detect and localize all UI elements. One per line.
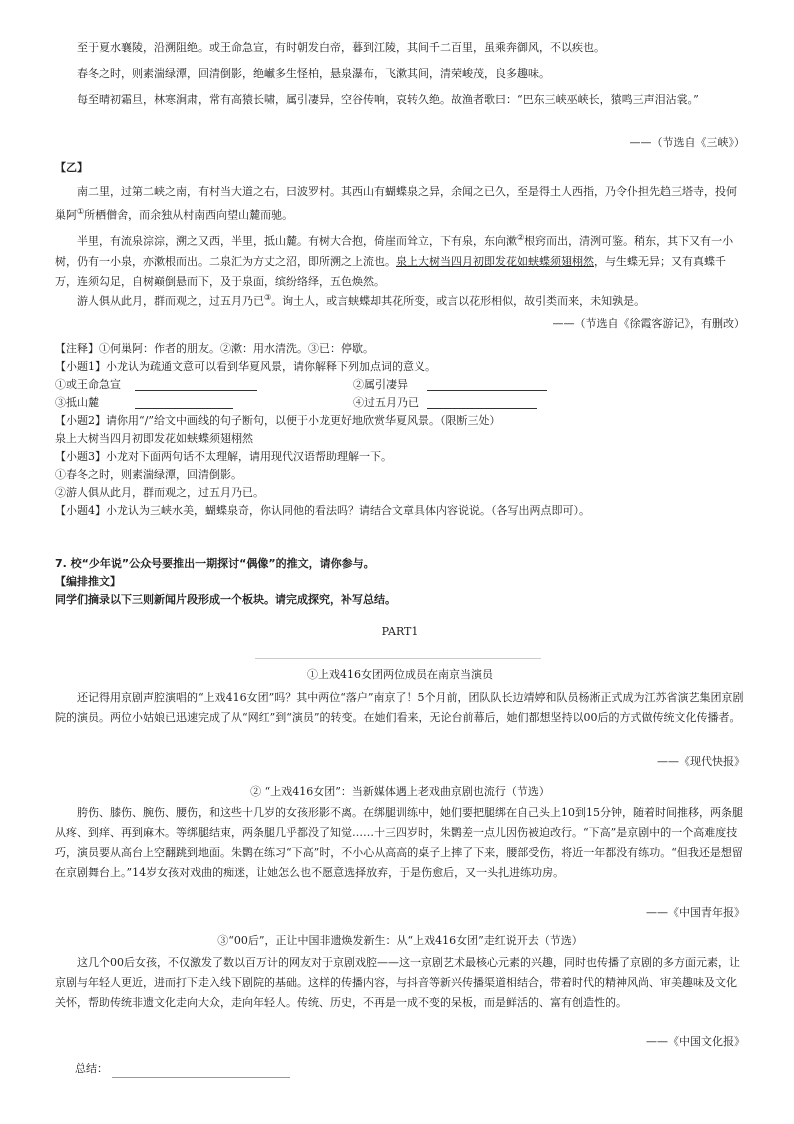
q1-answer-blank-3[interactable] (135, 396, 233, 409)
part-divider (255, 658, 541, 659)
q1-item-3: ③抵山麓 (55, 396, 99, 409)
q1-answer-blank-4[interactable] (427, 396, 537, 409)
news-2-body: 胯伤、膝伤、腕伤、腰伤，和这些十几岁的女孩形影不离。在绑腿训练中，她们要把腿绑在自己头上10到15分钟，随着时间推移，两条腿从疼、到痒、再到麻木。等绑腿结束，两条腿几乎都没了知觉……十三四岁时，朱鹮差一点儿因伤被迫改行。“下高”是京剧中的一个高难度技巧，演员要从高台上空翻跳到地面。朱鹮在练习“下高”时，不小心从高高的桌子上摔了下来，腰部受伤，将近一年都没有练功。“但我还是想留在京剧舞台上。”14岁女孩对戏曲的痴迷，让她怎么也不愿意选择放弃，于是伤愈后，又一头扎进练功房。 (55, 806, 743, 879)
news-2-title: ② “上戏416女团”：当新媒体遇上老戏曲京剧也流行（节选） (250, 785, 550, 798)
summary-label: 总结： (75, 1062, 108, 1075)
sanxia-paragraph-1: 至于夏水襄陵，沿溯阻绝。或王命急宣，有时朝发白帝，暮到江陵，其间千二百里，虽乘奔御风，不以疾也。 (77, 41, 605, 54)
question-3-sentence-2: ②游人俱从此月，群而观之，过五月乃已。 (55, 486, 264, 499)
yi-paragraph-3: 游人俱从此月，群而观之，过五月乃已③。询土人，或言蛱蝶却其花所变，或言以花形相似，故引类而来，未知孰是。 (77, 293, 646, 308)
section-7-title: 7. 校“少年说”公众号要推出一期探讨“偶像”的推文，请你参与。 (55, 557, 375, 570)
news-1-source: ——《现代快报》 (657, 755, 745, 768)
yi-source: ——（节选自《徐霞客游记》，有删改） (552, 317, 745, 330)
news-1-title: ①上戏416女团两位成员在南京当演员 (307, 668, 493, 681)
news-3-title: ③“00后”，正让中国非遗焕发新生：从“上戏416女团”走红说开去（节选） (217, 934, 583, 947)
news-1-body: 还记得用京剧声腔演唱的“上戏416女团”吗？其中两位“落户”南京了！5个月前，团队队长边靖婷和队员杨淅正式成为江苏省演艺集团京剧院的演员。两位小姑娘已迅速完成了从“网红”到“演员”的转变。在她们看来，无论台前幕后，她们都想坚持以00后的方式做传统文化传播者。 (55, 691, 744, 724)
question-4: 【小题4】小龙认为三峡水美，蝴蝶泉奇，你认同他的看法吗？请结合文章具体内容说说。（各写出两点即可）。 (55, 504, 590, 517)
news-3-body: 这几个00后女孩，不仅激发了数以百万计的网友对于京剧戏腔——这一京剧艺术最核心元素的兴趣，同时也传播了京剧的多方面元素，让京剧与年轻人更近，进而打下走入线下剧院的基础。这样的传播内容，与抖音等新兴传播渠道相结合，带着时代的精神风尚、审美趣味及文化关怀，帮助传统非遗文化走向大众，走向年轻人。传统、历史，不再是一成不变的呆板，而是鲜活的、富有创造性的。 (55, 956, 740, 1009)
q1-answer-blank-2[interactable] (427, 378, 547, 391)
summary-answer-blank[interactable] (112, 1065, 290, 1078)
yi-paragraph-2: 半里，有流泉淙淙，溯之又西，半里，抵山麓。有树大合抱，倚崖而耸立，下有泉，东向漱②根窍而出，清洌可鉴。稍东，其下又有一小树，仍有一小泉，亦漱根而出。二泉汇为方丈之沼，即所溯之上流也。泉上大树当四月初即发花如蛱蝶须翅栩然，与生蝶无异；又有真蝶千万，连须勾足，自树巅倒悬而下，及于泉面，缤纷络绎，五色焕然。 (55, 233, 734, 288)
section-7-subheading: 【编排推文】 (55, 575, 121, 588)
q1-item-1: ①或王命急宣 (55, 378, 121, 391)
summary-row (75, 1060, 290, 1078)
news-2-source: ——《中国青年报》 (646, 906, 745, 919)
sanxia-paragraph-2: 春冬之时，则素湍绿潭，回清倒影，绝𪩘多生怪柏，悬泉瀑布，飞漱其间，清荣峻茂，良多趣味。 (77, 67, 550, 80)
question-1: 【小题1】小龙认为疏通文意可以看到华夏风景，请你解释下列加点词的意义。 (55, 360, 436, 373)
passage-yi-heading: 【乙】 (55, 161, 88, 174)
question-2-sentence: 泉上大树当四月初即发花如蛱蝶须翅栩然 (55, 432, 253, 445)
q1-item-2: ②属引凄异 (353, 378, 408, 391)
q1-answer-blank-1[interactable] (135, 378, 257, 391)
question-2: 【小题2】请你用“/”给文中画线的句子断句，以便于小龙更好地欣赏华夏风景。（限断三处） (55, 414, 501, 427)
question-3: 【小题3】小龙对下面两句话不太理解，请用现代汉语帮助理解一下。 (55, 450, 392, 463)
notes: 【注释】①何巢阿：作者的朋友。②漱：用水清洗。③已：停歇。 (55, 342, 374, 355)
sanxia-source: ——（节选自《三峡》） (629, 136, 745, 149)
underlined-sentence: 泉上大树当四月初即发花如蛱蝶须翅栩然 (396, 254, 594, 268)
q1-item-4: ④过五月乃已 (353, 396, 419, 409)
question-3-sentence-1: ①春冬之时，则素湍绿潭，回清倒影。 (55, 468, 242, 481)
part-label: PART1 (381, 625, 419, 638)
news-3-source: ——《中国文化报》 (646, 1035, 745, 1048)
yi-paragraph-1: 南二里，过第二峡之南，有村当大道之右，曰波罗村。其西山有蝴蝶泉之异，余闻之已久，至是得土人西指，乃令仆担先趋三塔寺，投何巢阿①所栖僧舍，而余独从村南西向望山麓而驰。 (55, 185, 737, 222)
sanxia-paragraph-3: 每至晴初霜旦，林寒涧肃，常有高猿长啸，属引凄异，空谷传响，哀转久绝。故渔者歌曰：“巴东三峡巫峡长，猿鸣三声泪沾裳。” (77, 93, 699, 106)
section-7-instruction: 同学们摘录以下三则新闻片段形成一个板块。请完成探究，补写总结。 (55, 593, 396, 606)
